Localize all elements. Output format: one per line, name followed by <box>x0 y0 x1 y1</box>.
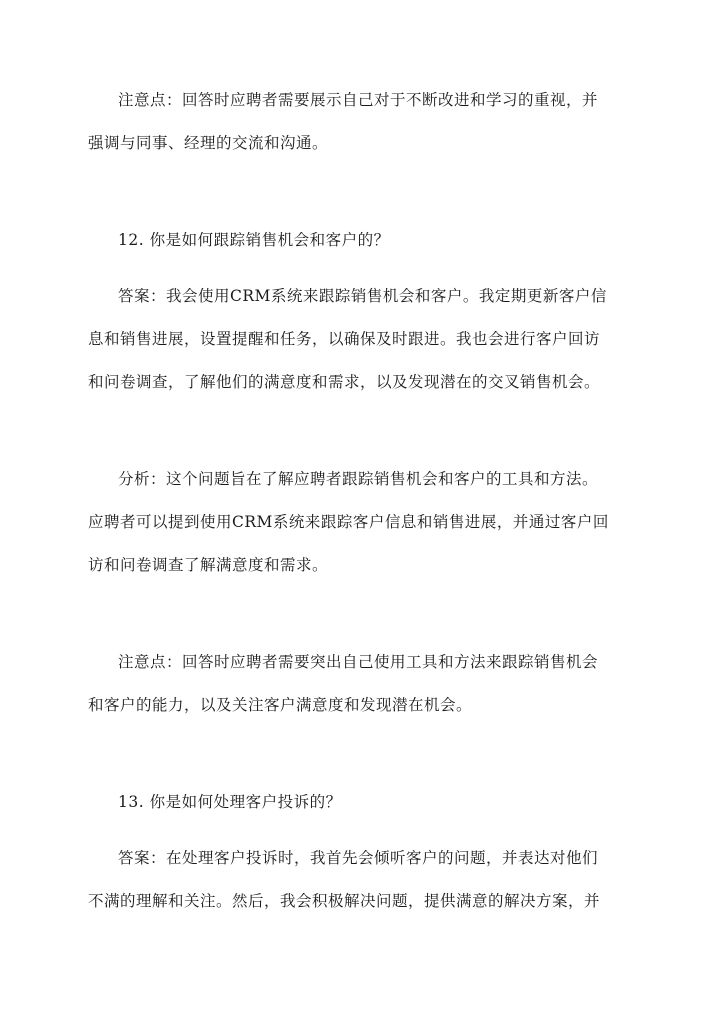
text-line: 息和销售进展，设置提醒和任务，以确保及时跟进。我也会进行客户回访 <box>88 330 601 348</box>
text-line: 分析：这个问题旨在了解应聘者跟踪销售机会和客户的工具和方法。 <box>118 470 599 488</box>
text-line: 注意点：回答时应聘者需要突出自己使用工具和方法来跟踪销售机会 <box>118 653 599 671</box>
question-text: 13. 你是如何处理客户投诉的？ <box>118 793 342 811</box>
text-line: 注意点：回答时应聘者需要展示自己对于不断改进和学习的重视，并 <box>118 91 599 109</box>
text-line: 不满的理解和关注。然后，我会积极解决问题，提供满意的解决方案，并 <box>88 892 601 910</box>
text-line: 答案：在处理客户投诉时，我首先会倾听客户的问题，并表达对他们 <box>118 849 599 867</box>
text-line: 和问卷调查，了解他们的满意度和需求，以及发现潜在的交叉销售机会。 <box>88 373 601 391</box>
text-line: 应聘者可以提到使用CRM系统来跟踪客户信息和销售进展，并通过客户回 <box>88 513 609 531</box>
question-text: 12. 你是如何跟踪销售机会和客户的？ <box>118 231 390 249</box>
text-line: 答案：我会使用CRM系统来跟踪销售机会和客户。我定期更新客户信 <box>118 287 607 305</box>
text-line: 和客户的能力，以及关注客户满意度和发现潜在机会。 <box>88 696 473 714</box>
text-line: 访和问卷调查了解满意度和需求。 <box>88 556 329 574</box>
text-line: 强调与同事、经理的交流和沟通。 <box>88 134 329 152</box>
